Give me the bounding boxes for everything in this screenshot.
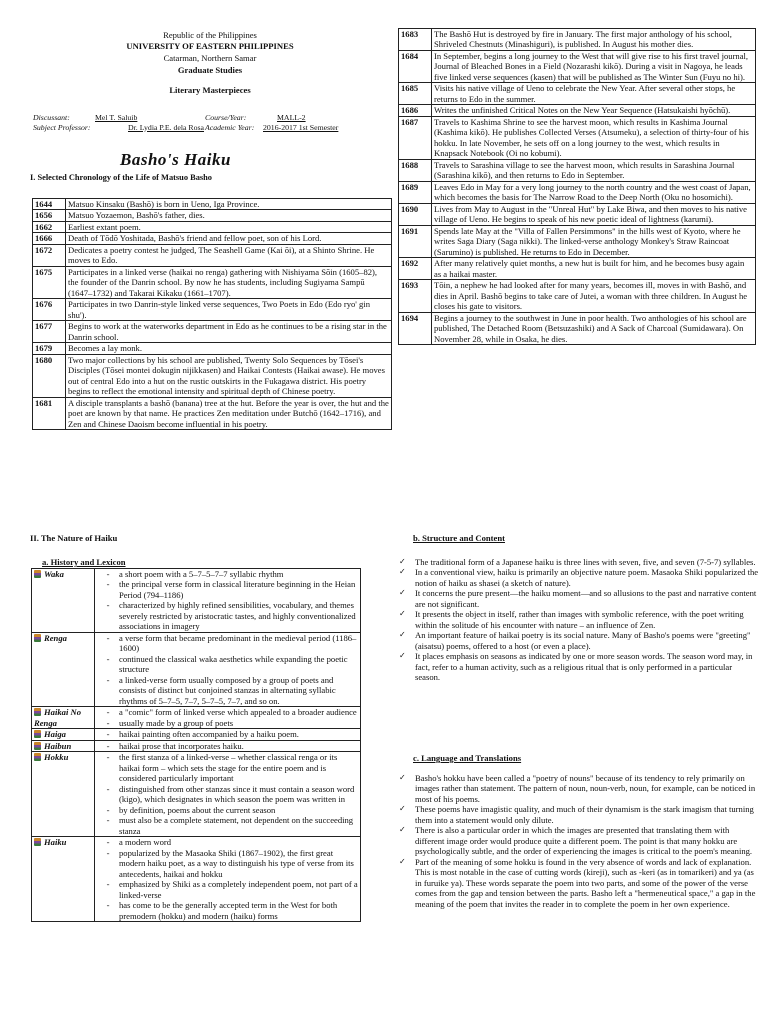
chronology-row [33,221,392,232]
definition-text: must also be a complete statement, not dependent on the succeeding stanza [119,815,354,836]
dash-bullet: - [106,740,110,751]
chronology-row [33,343,392,354]
chronology-event: A disciple transplants a bashō (banana) tree at the hut. Before the year is over, the hut and the poet are known by that name. He practices Zen meditation under Butchō (1642–1716), and Zen and Chinese Daoism become influential in his poetry. [66,397,392,429]
lexicon-term: Renga [44,632,67,643]
chronology-row [33,321,392,343]
section-heading-nature: II. The Nature of Haiku [30,533,118,543]
checkmark-icon: ✓ [399,773,406,782]
lexicon-row [32,729,361,740]
page-title: Basho's Haiku [120,150,231,169]
lexicon-definitions [95,707,361,729]
lexicon-term: Haibun [44,740,72,751]
definition-item [97,784,358,805]
chronology-row [399,29,756,51]
structure-list [399,557,759,683]
chronology-row [399,312,756,344]
checklist-item [399,567,759,588]
chronology-event: In September, begins a long journey to the West that will give rise to his first travel journal, Journal of Bleached Bones in a Field (Nozarashi kikō). During a visit in Nagoya, he leads five linked verse sequences (kasen) that will be published as The Winter Sun (Fuyu no hi). [432,50,756,82]
scroll-icon [34,838,41,846]
dash-bullet: - [106,632,110,643]
dash-bullet: - [106,717,110,728]
document-header [30,30,390,96]
dash-bullet: - [106,783,110,794]
header-division: Graduate Studies [177,65,243,76]
header-subject: Literary Masterpieces [169,84,251,95]
lexicon-definitions [95,632,361,706]
scroll-icon [34,708,41,716]
lexicon-definitions [95,729,361,740]
chronology-year: 1684 [399,50,432,82]
chronology-event: Begins a journey to the southwest in June in poor health. Two anthologies of his school are published, The Detached Room (Betsuzashiki) and A Sack of Charcoal (Sumidawara). On November 28, while in Osaka, he dies. [432,312,756,344]
scroll-icon [34,753,41,761]
chronology-year: 1692 [399,258,432,280]
definition-text: haikai prose that incorporates haiku. [119,740,244,751]
chronology-event: Leaves Edo in May for a very long journey to the north country and the west coast of Japan, which becomes the basis for The Narrow Road to the Deep North (Oku no hosomichi). [432,181,756,203]
dash-bullet: - [106,674,110,685]
checklist-item [399,609,759,630]
chronology-row [33,233,392,244]
checklist-item [399,630,759,651]
chronology-event: Death of Tōdō Yoshitada, Bashō's friend and fellow poet, son of his Lord. [66,233,392,244]
chronology-row [33,210,392,221]
checklist-item [399,651,759,682]
chronology-row [33,299,392,321]
definition-item [97,718,358,728]
lexicon-row [32,569,361,633]
dash-bullet: - [106,653,110,664]
dash-bullet: - [106,847,110,858]
lexicon-term: Haiga [44,729,66,740]
checklist-text: The traditional form of a Japanese haiku is three lines with seven, five, and seven (7-5-7) syllables. [415,557,756,567]
chronology-year: 1644 [33,199,66,210]
definition-text: usually made by a group of poets [119,717,234,728]
discussant-label: Discussant: [33,113,70,122]
definition-text: distinguished from other stanzas since it must contain a season word (kigo), which designates in which season the poem was written in [119,783,355,805]
definition-text: a "comic" form of linked verse which appealed to a broader audience [119,707,357,718]
section-heading-chronology: I. Selected Chronology of the Life of Matsuo Basho [30,173,212,182]
chronology-event: Writes the unfinished Critical Notes on the New Year Sequence (Hatsukaishi hyōchū). [432,105,756,116]
definition-text: the first stanza of a linked-verse – whether classical renga or its haikai form – which sets the stage for the entire poem and is considered particularly important [119,752,338,784]
lexicon-row [32,632,361,706]
discussant-value: Mel T. Saluib [95,113,138,122]
dash-bullet: - [106,815,110,826]
lexicon-row [32,740,361,751]
header-republic: Republic of the Philippines [163,30,257,40]
lexicon-row [32,837,361,922]
checklist-text: These poems have imagistic quality, and much of their dynamism is the stark imagism that turning them into a statement would only dilute. [415,804,754,825]
lexicon-row [32,752,361,837]
lexicon-term-cell [32,632,95,706]
definition-text: emphasized by Shiki as a completely independent poem, not part of a linked-verse [119,879,358,900]
chronology-year: 1679 [33,343,66,354]
chronology-year: 1691 [399,225,432,257]
chronology-event: Lives from May to August in the "Unreal Hut" by Lake Biwa, and then moves to his native village of Ueno. He begins to speak of his new poetic ideal of lightness (karumi). [432,203,756,225]
chronology-event: After many relatively quiet months, a new hut is built for him, and he becomes busy again as a haikai master. [432,258,756,280]
header-university: UNIVERSITY OF EASTERN PHILIPPINES [126,41,294,52]
chronology-row [399,280,756,312]
definition-item [97,837,358,847]
lexicon-term: Waka [44,569,64,579]
chronology-row [399,159,756,181]
course-value: MALL-2 [277,113,306,122]
definition-text: by definition, poems about the current season [119,804,276,815]
lexicon-term-cell [32,740,95,751]
checklist-text: It places emphasis on seasons as indicated by one or more season words. The season word may, in fact, refer to a human activity, such as a religious ritual that is only performed in a particular season. [415,651,753,683]
checklist-text: Basho's hokku have been called a "poetry of nouns" because of its tendency to rely primarily on images rather than statement. The pattern of noun, noun-verb, noun, for example, can be noticed in most of his poems. [415,773,756,804]
definition-item [97,707,358,717]
document-meta [33,113,393,132]
dash-bullet: - [106,579,110,590]
definition-item [97,569,358,579]
definition-item [97,654,358,675]
chronology-event: Matsuo Yozaemon, Bashō's father, dies. [66,210,392,221]
lexicon-definitions [95,752,361,837]
definition-text: a short poem with a 5–7–5–7–7 syllabic rhythm [119,569,284,579]
chronology-year: 1672 [33,244,66,266]
chronology-table-left [32,198,392,430]
definition-item [97,579,358,600]
chronology-event: Matsuo Kinsaku (Bashō) is born in Ueno, Iga Province. [66,199,392,210]
checklist-item [399,773,759,804]
lexicon-definitions [95,837,361,922]
chronology-row [399,258,756,280]
scroll-icon [34,730,41,738]
chronology-row [399,181,756,203]
chronology-year: 1676 [33,299,66,321]
checkmark-icon: ✓ [399,609,406,619]
checklist-text: It concerns the pure present—the haiku moment—and so allusions to the past and narrative content are not significant. [415,588,757,609]
chronology-year: 1694 [399,312,432,344]
lexicon-term-cell [32,729,95,740]
year-value: 2016-2017 1st Semester [263,122,339,132]
chronology-event: Becomes a lay monk. [66,343,392,354]
chronology-row [399,203,756,225]
chronology-event: Participates in two Danrin-style linked verse sequences, Two Poets in Edo (Edo ryo' gin shu'). [66,299,392,321]
checklist-item [399,857,759,909]
chronology-year: 1689 [399,181,432,203]
professor-value: Dr. Lydia P.E. dela Rosa [128,122,205,132]
header-location: Catarman, Northern Samar [163,52,257,63]
definition-text: a modern word [119,837,172,848]
checkmark-icon: ✓ [399,630,406,640]
dash-bullet: - [106,900,110,911]
history-lexicon-table [31,568,361,922]
subheading-structure: b. Structure and Content [413,533,505,543]
chronology-event: Spends late May at the "Villa of Fallen Persimmons" in the hills west of Kyoto, where he writes Saga Diary (Saga nikki). The linked-verse anthology Monkey's Straw Raincoat (Sarumino) is published. He returns to Edo in December. [432,225,756,257]
chronology-year: 1656 [33,210,66,221]
chronology-year: 1688 [399,159,432,181]
checklist-item [399,825,759,856]
course-label: Course/Year: [205,113,247,122]
lexicon-term-cell [32,707,95,729]
chronology-event: Earliest extant poem. [66,221,392,232]
checklist-text: Part of the meaning of some hokku is found in the very absence of words and lack of explanation. This is most notable in the case of cutting words (kireji), such as -keri (as in tomarikeri) and ya (as in furuike ya). These words separate the poem into two parts, and some of the power of the verse comes from the gap and tension between the parts. Basho left a "hermeneutical space," a gap in the meaning of the poem that invites the reader in to complete the poem in her own experience. [415,856,756,909]
chronology-row [399,116,756,159]
definition-text: haikai painting often accompanied by a haiku poem. [119,729,299,740]
dash-bullet: - [106,707,110,718]
definition-text: a verse form that became predominant in the medieval period (1186–1600) [119,632,357,654]
dash-bullet: - [106,569,110,579]
lexicon-definitions [95,569,361,633]
chronology-year: 1675 [33,266,66,298]
definition-item [97,900,358,921]
dash-bullet: - [106,837,110,848]
lexicon-term: Haikai No Renga [34,707,82,728]
checkmark-icon: ✓ [399,804,406,814]
chronology-event: Begins to work at the waterworks department in Edo as he continues to be a rising star in the Danrin school. [66,321,392,343]
checkmark-icon: ✓ [399,567,406,577]
chronology-year: 1677 [33,321,66,343]
chronology-table-right [398,28,756,345]
chronology-year: 1680 [33,354,66,397]
checklist-text: An important feature of haikai poetry is its social nature. Many of Basho's poems were "greeting" (aisatsu) poems, offered to a host (or even a place). [415,630,751,651]
definition-text: a linked-verse form usually composed by a group of poets and consists of distinct but conjoined stanzas in alternating syllabic rhythms of 5–7–5, 7–7, 5–7–5, 7–7, and so on. [119,674,336,706]
chronology-year: 1690 [399,203,432,225]
definition-item [97,600,358,631]
subheading-language: c. Language and Translations [413,753,522,763]
definition-text: continued the classical waka aesthetics while expanding the poetic structure [119,653,348,675]
dash-bullet: - [106,879,110,890]
chronology-event: Dedicates a poetry contest he judged, The Seashell Game (Kai ōi), at a Shinto Shrine. He moves to Edo. [66,244,392,266]
definition-text: has come to be the generally accepted term in the West for both premodern (hokku) and modern (haiku) forms [119,900,338,921]
definition-item [97,848,358,879]
definition-item [97,675,358,706]
scroll-icon [34,634,41,642]
chronology-event: Tōin, a nephew he had looked after for many years, becomes ill, moves in with Bashō, and dies in April. Bashō begins to take care of Jutei, a woman with three children. In August he closes his gate to visitors. [432,280,756,312]
checklist-text: It presents the object in itself, rather than images with symbolic reference, with the poet writing within the solitude of his encounter with nature – an influence of Zen. [415,609,744,630]
dash-bullet: - [106,752,110,763]
dash-bullet: - [106,729,110,740]
chronology-row [399,50,756,82]
subheading-history: a. History and Lexicon [42,557,126,567]
language-list [399,773,759,909]
definition-item [97,633,358,654]
checklist-item [399,588,759,609]
year-label: Academic Year: [205,122,255,132]
scroll-icon [34,570,41,578]
lexicon-definitions [95,740,361,751]
dash-bullet: - [106,600,110,611]
definition-item [97,729,358,739]
definition-text: characterized by highly refined sensibilities, vocabulary, and themes severely restricted by aristocratic tastes, and highly conventionalized associations in imagery [119,600,356,632]
dash-bullet: - [106,804,110,815]
chronology-event: Visits his native village of Ueno to celebrate the New Year. After several other stops, he returns to Edo in the summer. [432,83,756,105]
chronology-row [33,244,392,266]
chronology-year: 1681 [33,397,66,429]
lexicon-term-cell [32,752,95,837]
chronology-event: Travels to Kashima Shrine to see the harvest moon, which results in Kashima Journal (Kashima kikō). He publishes Collected Verses (Atsumeku), a selection of thirty-four of his hokku. In late November, he sets off on a long journey to the west, which results in Knapsack Notebook (Oi no kobumi). [432,116,756,159]
checkmark-icon: ✓ [399,856,406,866]
lexicon-term-cell [32,569,95,633]
chronology-year: 1662 [33,221,66,232]
chronology-row [399,225,756,257]
chronology-event: The Bashō Hut is destroyed by fire in January. The first major anthology of his school, Shriveled Chestnuts (Minashiguri), is published. In August his mother dies. [432,29,756,51]
checklist-item [399,804,759,825]
chronology-row [33,266,392,298]
lexicon-term: Hokku [44,752,69,763]
definition-text: popularized by the Masaoka Shiki (1867–1902), the first great modern haiku poet, as a way to distinguish his type of verse from its antecedents, haikai and hokku [119,847,354,879]
chronology-row [33,354,392,397]
lexicon-row [32,707,361,729]
lexicon-term-cell [32,837,95,922]
chronology-row [399,105,756,116]
professor-label: Subject Professor: [33,122,91,132]
lexicon-term: Haiku [44,837,67,848]
chronology-year: 1683 [399,29,432,51]
definition-item [97,805,358,815]
chronology-event: Travels to Sarashina village to see the harvest moon, which results in Sarashina Journal (Sarashina kikō), and then returns to Edo in September. [432,159,756,181]
checkmark-icon: ✓ [399,651,406,661]
chronology-year: 1693 [399,280,432,312]
checklist-text: In a conventional view, haiku is primarily an objective nature poem. Masaoka Shiki popularized the notion of haiku as shasei (a sketch of nature). [415,567,759,588]
chronology-row [399,83,756,105]
checkmark-icon: ✓ [399,588,406,598]
chronology-year: 1666 [33,233,66,244]
chronology-event: Participates in a linked verse (haikai no renga) gathering with Nishiyama Sōin (1605–82), the founder of the Danrin school. By now he has students, including Sugiyama Sampū (1647–1732) and Takarai Kikaku (1661–1707). [66,266,392,298]
chronology-year: 1685 [399,83,432,105]
definition-item [97,815,358,836]
chronology-row [33,397,392,429]
chronology-row [33,199,392,210]
definition-item [97,741,358,751]
checklist-item [399,557,759,567]
checkmark-icon: ✓ [399,825,406,835]
chronology-year: 1687 [399,116,432,159]
definition-item [97,879,358,900]
checklist-text: There is also a particular order in which the images are presented that translating them with different image order would produce quite a different poem. The point is that many hokku are psychologically subtle, and the order of experiencing the images is critical to the poem's meaning. [415,825,753,857]
definition-item [97,752,358,783]
definition-text: the principal verse form in classical literature beginning in the Heian Period (794–1186) [119,579,356,600]
scroll-icon [34,742,41,750]
chronology-event: Two major collections by his school are published, Twenty Solo Sequences by Tōsei's Disciples (Tōsei montei dokugin nijikkasen) and Haikai Contests (Haikai awase). He moves out of central Edo into a hut on the rustic outskirts in the Fukagawa district. His poetry begins to reflect the emotional intensity and spiritual depth of Chinese poetry. [66,354,392,397]
checkmark-icon: ✓ [399,557,406,566]
chronology-year: 1686 [399,105,432,116]
